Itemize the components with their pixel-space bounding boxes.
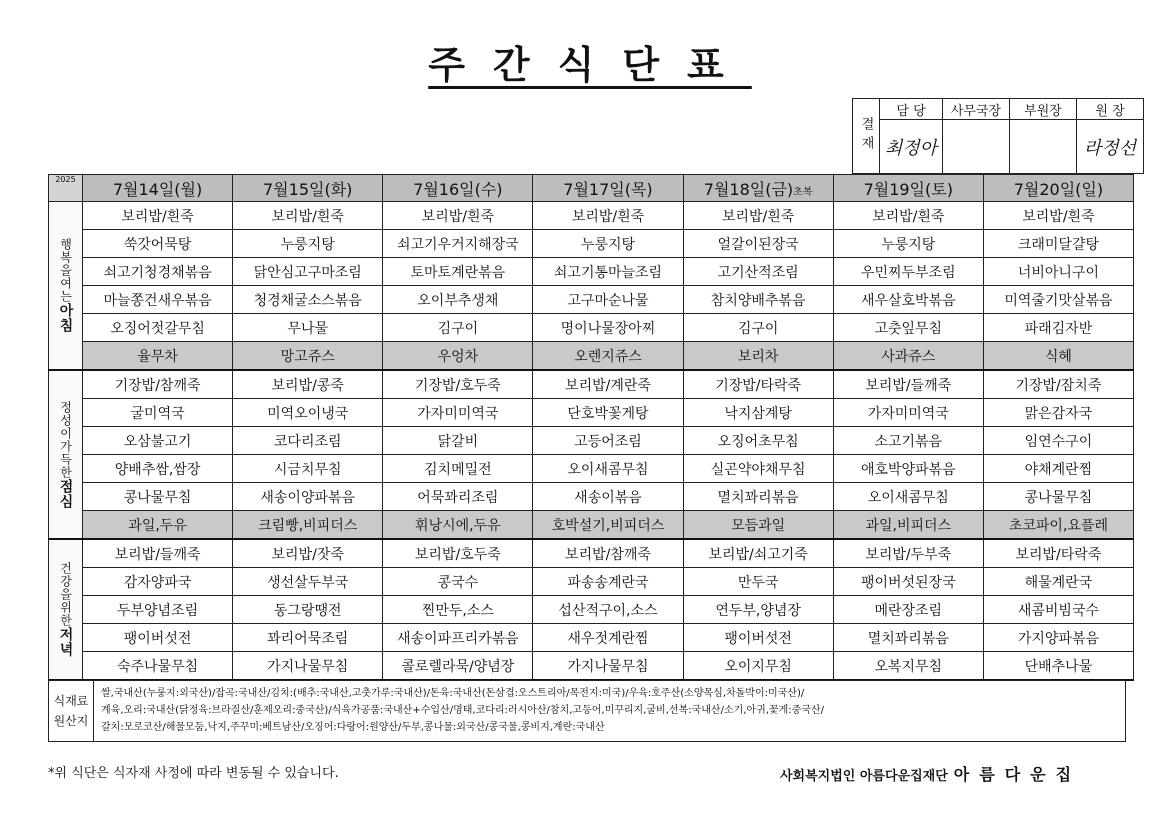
menu-cell: 새송이파프리카볶음 xyxy=(383,624,533,652)
menu-row xyxy=(49,230,1134,258)
menu-cell: 보리밥/흰죽 xyxy=(833,202,983,230)
menu-cell: 새송이볶음 xyxy=(533,483,683,511)
menu-cell: 쇠고기우거지해장국 xyxy=(383,230,533,258)
menu-cell: 쑥갓어묵탕 xyxy=(83,230,233,258)
footer-note: *위 식단은 식자재 사정에 따라 변동될 수 있습니다. xyxy=(48,766,339,781)
meal-label-subtitle: 행복을여는 xyxy=(58,238,73,303)
menu-cell: 오이지무침 xyxy=(683,652,833,681)
approval-signature xyxy=(1010,120,1077,174)
menu-cell: 보리밥/참깨죽 xyxy=(533,539,683,568)
origin-text xyxy=(101,685,1121,736)
menu-cell: 보리밥/흰죽 xyxy=(533,202,683,230)
snack-cell: 초코파이,요플레 xyxy=(983,511,1133,540)
menu-cell: 크래미달걀탕 xyxy=(983,230,1133,258)
day-header xyxy=(833,175,983,202)
menu-cell: 만두국 xyxy=(683,568,833,596)
menu-cell: 보리밥/계란죽 xyxy=(533,370,683,399)
menu-row xyxy=(49,568,1134,596)
day-header xyxy=(983,175,1133,202)
menu-cell: 콩국수 xyxy=(383,568,533,596)
menu-cell: 가지양파볶음 xyxy=(983,624,1133,652)
menu-cell: 기장밥/호두죽 xyxy=(383,370,533,399)
meal-label xyxy=(49,202,83,371)
menu-row xyxy=(49,483,1134,511)
menu-cell: 보리밥/호두죽 xyxy=(383,539,533,568)
approval-signature: 최정아 xyxy=(880,120,943,174)
menu-row xyxy=(49,596,1134,624)
menu-cell: 쇠고기청경채볶음 xyxy=(83,258,233,286)
menu-row xyxy=(49,399,1134,427)
page-title: 주간식단표 xyxy=(428,43,752,87)
menu-cell: 닭갈비 xyxy=(383,427,533,455)
menu-cell: 생선살두부국 xyxy=(233,568,383,596)
menu-cell: 가자미미역국 xyxy=(833,399,983,427)
menu-row xyxy=(49,511,1134,540)
menu-cell: 보리밥/들깨죽 xyxy=(83,539,233,568)
meal-label-title: 아침 xyxy=(57,303,74,333)
menu-row xyxy=(49,314,1134,342)
menu-cell: 너비아니구이 xyxy=(983,258,1133,286)
menu-cell: 새우살호박볶음 xyxy=(833,286,983,314)
menu-cell: 보리밥/두부죽 xyxy=(833,539,983,568)
snack-cell: 과일,비피더스 xyxy=(833,511,983,540)
menu-cell: 오이새콤무침 xyxy=(533,455,683,483)
menu-cell: 보리밥/콩죽 xyxy=(233,370,383,399)
menu-row xyxy=(49,370,1134,399)
snack-cell: 과일,두유 xyxy=(83,511,233,540)
day-note: 초복 xyxy=(793,186,813,198)
menu-cell: 꽈리어묵조림 xyxy=(233,624,383,652)
menu-cell: 마늘쫑건새우볶음 xyxy=(83,286,233,314)
menu-cell: 낙지삼계탕 xyxy=(683,399,833,427)
menu-row xyxy=(49,652,1134,681)
origin-label xyxy=(49,681,94,741)
menu-cell: 오이새콤무침 xyxy=(833,483,983,511)
menu-cell: 굴미역국 xyxy=(83,399,233,427)
menu-cell: 멸치꽈리볶음 xyxy=(833,624,983,652)
menu-cell: 오삼불고기 xyxy=(83,427,233,455)
menu-cell: 쇠고기통마늘조림 xyxy=(533,258,683,286)
day-header xyxy=(83,175,233,202)
day-header xyxy=(683,175,833,202)
menu-cell: 콩나물무침 xyxy=(83,483,233,511)
day-header xyxy=(533,175,683,202)
menu-cell: 고춧잎무침 xyxy=(833,314,983,342)
origin-line: 갈치:모로코산/해물모둠,낙지,주꾸미:베트남산/오징어:다랑어:원양산/두부,콩나물:외국산/콩국물,콩비지,계란:국내산 xyxy=(101,722,605,733)
menu-cell: 보리밥/흰죽 xyxy=(233,202,383,230)
menu-cell: 닭안심고구마조림 xyxy=(233,258,383,286)
menu-cell: 연두부,양념장 xyxy=(683,596,833,624)
menu-cell: 야채계란찜 xyxy=(983,455,1133,483)
menu-cell: 소고기볶음 xyxy=(833,427,983,455)
menu-cell: 미역오이냉국 xyxy=(233,399,383,427)
origin-label-line1: 식재료 xyxy=(53,694,89,708)
organization-short-name: 아름다운집 xyxy=(953,765,1082,784)
menu-cell: 보리밥/흰죽 xyxy=(383,202,533,230)
day-date: 7월19일(토) xyxy=(863,179,953,199)
menu-cell: 김치메밀전 xyxy=(383,455,533,483)
day-date: 7월20일(일) xyxy=(1013,179,1104,199)
snack-cell: 우엉차 xyxy=(383,342,533,371)
menu-cell: 코다리조림 xyxy=(233,427,383,455)
approval-header: 원 장 xyxy=(1077,99,1144,120)
menu-cell: 무나물 xyxy=(233,314,383,342)
approval-side-label: 결재 xyxy=(853,99,880,174)
day-header-row xyxy=(49,175,1134,202)
meal-label xyxy=(49,539,83,680)
snack-cell: 보리차 xyxy=(683,342,833,371)
meal-label xyxy=(49,370,83,539)
snack-cell: 휘낭시에,두유 xyxy=(383,511,533,540)
meal-label-subtitle: 건강을위한 xyxy=(58,562,73,627)
menu-cell: 오징어젓갈무침 xyxy=(83,314,233,342)
menu-cell: 멸치꽈리볶음 xyxy=(683,483,833,511)
menu-row xyxy=(49,427,1134,455)
menu-cell: 찐만두,소스 xyxy=(383,596,533,624)
menu-cell: 단호박꽃게탕 xyxy=(533,399,683,427)
menu-cell: 섭산적구이,소스 xyxy=(533,596,683,624)
menu-row xyxy=(49,455,1134,483)
origin-section xyxy=(48,680,1126,742)
day-date: 7월16일(수) xyxy=(413,179,503,199)
snack-cell: 크림빵,비피더스 xyxy=(233,511,383,540)
snack-cell: 모듬과일 xyxy=(683,511,833,540)
menu-cell: 오징어초무침 xyxy=(683,427,833,455)
weekly-menu-table xyxy=(48,174,1134,681)
menu-row xyxy=(49,624,1134,652)
menu-cell: 누룽지탕 xyxy=(233,230,383,258)
menu-cell: 고기산적조림 xyxy=(683,258,833,286)
menu-cell: 팽이버섯전 xyxy=(83,624,233,652)
day-date: 7월17일(목) xyxy=(563,179,653,199)
menu-cell: 미역줄기맛살볶음 xyxy=(983,286,1133,314)
day-header xyxy=(383,175,533,202)
menu-cell: 얼갈이된장국 xyxy=(683,230,833,258)
day-date: 7월18일(금) xyxy=(703,179,794,199)
menu-cell: 오복지무침 xyxy=(833,652,983,681)
snack-cell: 망고쥬스 xyxy=(233,342,383,371)
day-date: 7월14일(월) xyxy=(112,179,203,199)
menu-cell: 실곤약야채무침 xyxy=(683,455,833,483)
day-header xyxy=(233,175,383,202)
menu-cell: 파래김자반 xyxy=(983,314,1133,342)
menu-cell: 보리밥/흰죽 xyxy=(83,202,233,230)
menu-cell: 보리밥/흰죽 xyxy=(983,202,1133,230)
menu-cell: 가자미미역국 xyxy=(383,399,533,427)
origin-label-line2: 원산지 xyxy=(53,714,89,728)
menu-cell: 보리밥/흰죽 xyxy=(683,202,833,230)
menu-cell: 두부양념조림 xyxy=(83,596,233,624)
menu-cell: 명이나물장아찌 xyxy=(533,314,683,342)
organization-name xyxy=(780,762,1081,785)
snack-cell: 오렌지쥬스 xyxy=(533,342,683,371)
menu-row xyxy=(49,539,1134,568)
menu-cell: 콜로렐라묵/양념장 xyxy=(383,652,533,681)
menu-cell: 고구마순나물 xyxy=(533,286,683,314)
snack-cell: 율무차 xyxy=(83,342,233,371)
menu-cell: 팽이버섯전 xyxy=(683,624,833,652)
menu-row xyxy=(49,202,1134,230)
day-date: 7월15일(화) xyxy=(263,179,353,199)
menu-row xyxy=(49,342,1134,371)
menu-cell: 김구이 xyxy=(683,314,833,342)
menu-cell: 팽이버섯된장국 xyxy=(833,568,983,596)
menu-cell: 누룽지탕 xyxy=(833,230,983,258)
menu-row xyxy=(49,258,1134,286)
snack-cell: 사과쥬스 xyxy=(833,342,983,371)
menu-cell: 숙주나물무침 xyxy=(83,652,233,681)
menu-cell: 누룽지탕 xyxy=(533,230,683,258)
menu-cell: 보리밥/쇠고기죽 xyxy=(683,539,833,568)
menu-cell: 시금치무침 xyxy=(233,455,383,483)
approval-header: 사무국장 xyxy=(943,99,1010,120)
organization-prefix: 사회복지법인 아름다운집재단 xyxy=(780,769,948,784)
menu-cell: 고등어조림 xyxy=(533,427,683,455)
menu-cell: 김구이 xyxy=(383,314,533,342)
approval-signature xyxy=(943,120,1010,174)
menu-cell: 우민찌두부조림 xyxy=(833,258,983,286)
approval-header: 부원장 xyxy=(1010,99,1077,120)
approval-header: 담 당 xyxy=(880,99,943,120)
menu-cell: 보리밥/잣죽 xyxy=(233,539,383,568)
menu-cell: 동그랑땡전 xyxy=(233,596,383,624)
meal-label-title: 점심 xyxy=(57,478,74,509)
menu-row xyxy=(49,286,1134,314)
menu-cell: 애호박양파볶음 xyxy=(833,455,983,483)
snack-cell: 식혜 xyxy=(983,342,1133,371)
year-label: 2025 xyxy=(49,175,83,202)
menu-cell: 새우젓계란찜 xyxy=(533,624,683,652)
menu-cell: 보리밥/타락죽 xyxy=(983,539,1133,568)
menu-cell: 가지나물무침 xyxy=(233,652,383,681)
menu-cell: 보리밥/들깨죽 xyxy=(833,370,983,399)
menu-cell: 기장밥/참깨죽 xyxy=(83,370,233,399)
menu-cell: 기장밥/잠치죽 xyxy=(983,370,1133,399)
menu-cell: 임연수구이 xyxy=(983,427,1133,455)
menu-cell: 맑은감자국 xyxy=(983,399,1133,427)
menu-cell: 새송이양파볶음 xyxy=(233,483,383,511)
meal-label-subtitle: 정성이가득한 xyxy=(58,400,73,479)
menu-cell: 가지나물무침 xyxy=(533,652,683,681)
menu-cell: 메란장조림 xyxy=(833,596,983,624)
menu-cell: 해물계란국 xyxy=(983,568,1133,596)
menu-cell: 토마토계란볶음 xyxy=(383,258,533,286)
origin-line: 계육,오리:국내산(닭정육:브라질산/훈제오리:중국산)/식육가공품:국내산+수입산/명태,코다리:러시아산/참치,고등어,미꾸리지,굴비,선복:국내산/소기,아귀,꽃게:중국산/ xyxy=(101,705,824,716)
menu-cell: 참치양배추볶음 xyxy=(683,286,833,314)
menu-cell: 단배추나물 xyxy=(983,652,1133,681)
origin-line: 쌀,국내산(누룽지:외국산)/잡곡:국내산/김치:(배추:국내산,고춧가루:국내산)/돈육:국내산(돈삼겹:오스트리아/목전지:미국)/우육:호주산(소양목심,차돌박이:미국산)/ xyxy=(101,688,805,699)
snack-cell: 호박설기,비피더스 xyxy=(533,511,683,540)
approval-box xyxy=(852,98,1144,174)
menu-cell: 양배추쌈,쌈장 xyxy=(83,455,233,483)
menu-cell: 오이부추생채 xyxy=(383,286,533,314)
menu-cell: 어묵꽈리조림 xyxy=(383,483,533,511)
menu-cell: 기장밥/타락죽 xyxy=(683,370,833,399)
meal-label-title: 저녁 xyxy=(57,627,74,657)
menu-cell: 감자양파국 xyxy=(83,568,233,596)
approval-signature: 라정선 xyxy=(1077,120,1144,174)
menu-cell: 새콤비빔국수 xyxy=(983,596,1133,624)
menu-cell: 콩나물무침 xyxy=(983,483,1133,511)
menu-cell: 파송송계란국 xyxy=(533,568,683,596)
menu-cell: 청경채굴소스볶음 xyxy=(233,286,383,314)
